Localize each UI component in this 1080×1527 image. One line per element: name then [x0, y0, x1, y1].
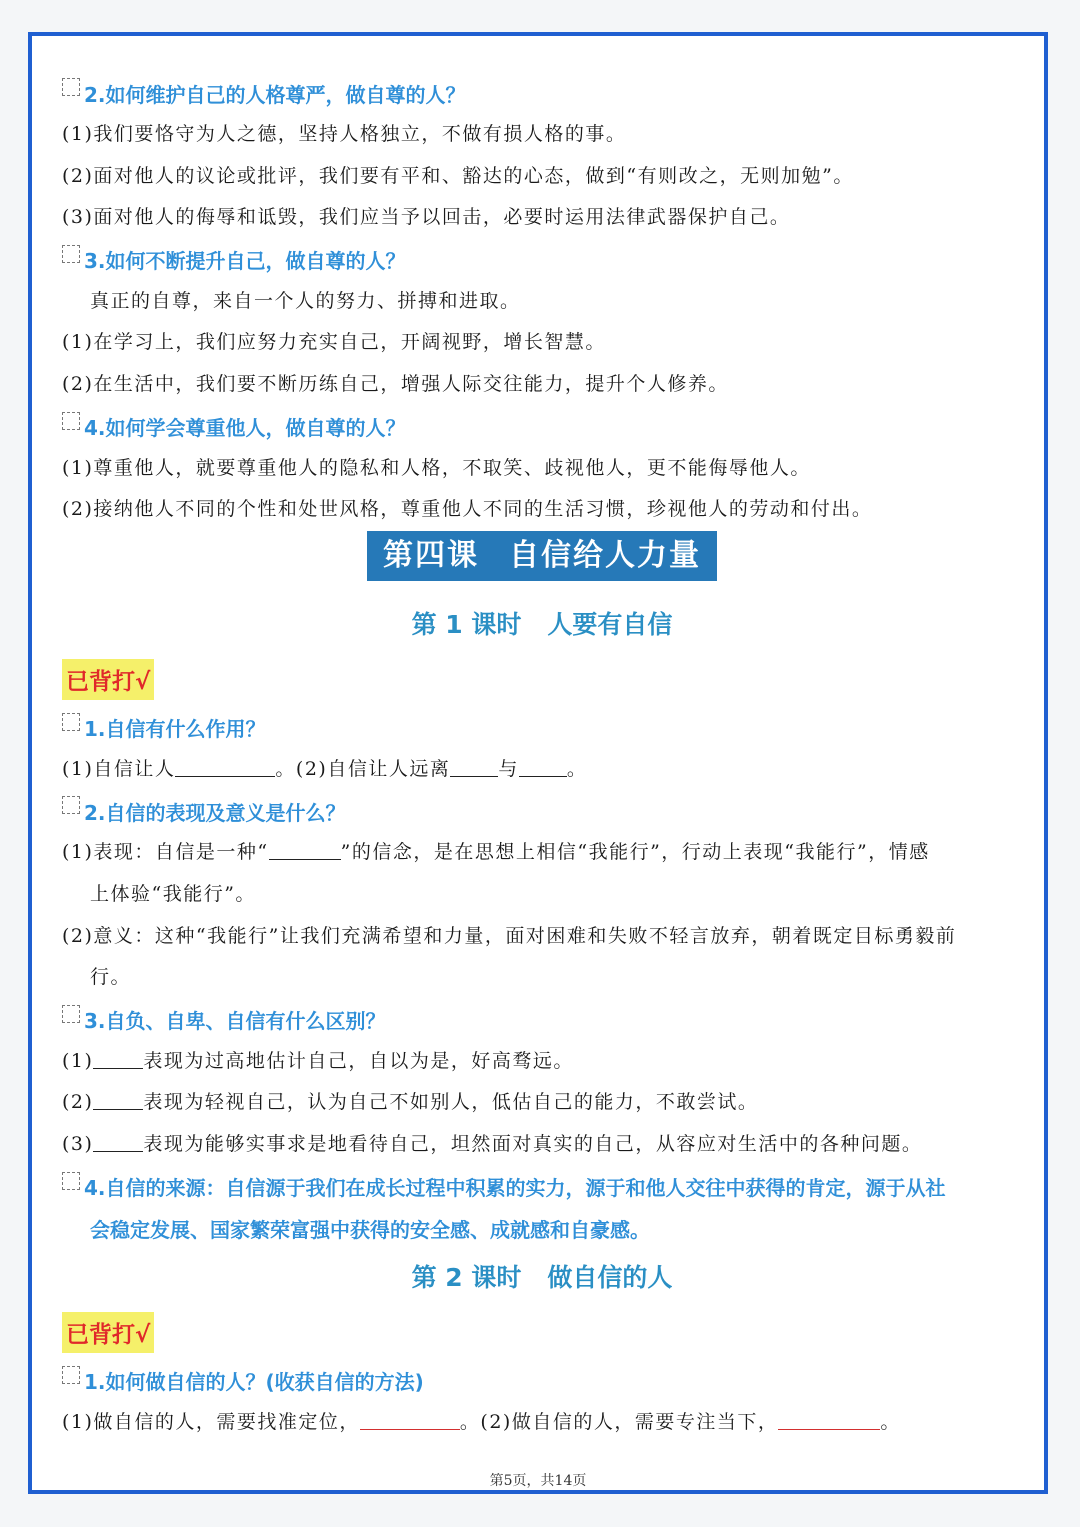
- answer-blank[interactable]: [778, 1409, 880, 1430]
- fill-line: (2) 表现为轻视自己，认为自己不如别人，低估自己的能力，不敢尝试。: [62, 1091, 759, 1114]
- checkbox-icon[interactable]: [62, 1005, 80, 1023]
- checkbox-icon[interactable]: [62, 796, 80, 814]
- checkbox-icon[interactable]: [62, 412, 80, 430]
- answer-blank[interactable]: [93, 1131, 143, 1152]
- question-heading: 1.自信有什么作用？: [62, 707, 1022, 749]
- text-line: (1)我们要恪守为人之德，坚持人格独立，不做有损人格的事。: [62, 123, 627, 145]
- fill-line: (3) 表现为能够实事求是地看待自己，坦然面对真实的自己，从容应对生活中的各种问题。: [62, 1132, 923, 1155]
- fill-line: (1)自信让人 。(2)自信让人远离 与 。: [62, 757, 588, 780]
- question-heading-cont: 会稳定发展、国家繁荣富强中获得的安全感、成就感和自豪感。: [90, 1218, 650, 1242]
- question-heading: 1.如何做自信的人？(收获自信的方法): [62, 1360, 1022, 1402]
- answer-blank[interactable]: [519, 756, 567, 777]
- lesson-title: 第四课 自信给人力量: [367, 531, 717, 581]
- answer-blank[interactable]: [360, 1409, 460, 1430]
- badge-row: [62, 1306, 1022, 1360]
- checkbox-icon[interactable]: [62, 78, 80, 96]
- text-line: (3)面对他人的侮辱和诋毁，我们应当予以回击，必要时运用法律武器保护自己。: [62, 206, 791, 229]
- period-title: 第 1 课时 人要有自信: [411, 609, 673, 639]
- question-heading: 3.自负、自卑、自信有什么区别？: [62, 999, 1022, 1041]
- memorized-badge[interactable]: 已背打√: [62, 659, 154, 700]
- answer-blank[interactable]: [175, 756, 275, 777]
- text-line: (1)尊重他人，就要尊重他人的隐私和人格，不取笑、歧视他人，更不能侮辱他人。: [62, 456, 811, 479]
- text-line: (2)在生活中，我们要不断历练自己，增强人际交往能力，提升个人修养。: [62, 372, 729, 395]
- period-title: 第 2 课时 做自信的人: [411, 1262, 673, 1292]
- question-heading: 4.如何学会尊重他人，做自尊的人？: [62, 406, 1022, 448]
- badge-row: [62, 653, 1022, 707]
- text-line: 行。: [90, 966, 132, 989]
- content: [62, 72, 1022, 1443]
- page: [28, 32, 1048, 1494]
- answer-blank[interactable]: [93, 1048, 143, 1069]
- checkbox-icon[interactable]: [62, 1366, 80, 1384]
- fill-line: (1) 表现为过高地估计自己，自以为是，好高骛远。: [62, 1049, 574, 1072]
- answer-blank[interactable]: [450, 756, 498, 777]
- lesson-header: [62, 531, 1022, 597]
- question-heading: 2.如何维护自己的人格尊严，做自尊的人？: [62, 72, 1022, 114]
- question-heading: 3.如何不断提升自己，做自尊的人？: [62, 239, 1022, 281]
- checkbox-icon[interactable]: [62, 713, 80, 731]
- text-line: (2)面对他人的议论或批评，我们要有平和、豁达的心态，做到“有则改之，无则加勉”。: [62, 164, 854, 187]
- text-line: (1)在学习上，我们应努力充实自己，开阔视野，增长智慧。: [62, 331, 606, 354]
- question-heading: 2.自信的表现及意义是什么？: [62, 790, 1022, 832]
- text-line: (2)意义：这种“我能行”让我们充满希望和力量，面对困难和失败不轻言放弃，朝着既定目标勇毅前: [62, 924, 957, 947]
- text-line: (2)接纳他人不同的个性和处世风格，尊重他人不同的生活习惯，珍视他人的劳动和付出。: [62, 498, 873, 521]
- text-line: 上体验“我能行”。: [90, 882, 256, 905]
- checkbox-icon[interactable]: [62, 245, 80, 263]
- page-number: 第5页，共14页: [489, 1473, 587, 1489]
- fill-line: (1)做自信的人，需要找准定位， 。(2)做自信的人，需要专注当下， 。: [62, 1410, 901, 1433]
- fill-line: (1)表现：自信是一种“ ”的信念，是在思想上相信“我能行”，行动上表现“我能行”，情感: [62, 841, 930, 864]
- question-heading: 4.自信的来源：自信源于我们在成长过程中积累的实力，源于和他人交往中获得的肯定，源于从社: [62, 1166, 1022, 1208]
- answer-blank[interactable]: [93, 1089, 143, 1110]
- checkbox-icon[interactable]: [62, 1172, 80, 1190]
- text-line: 真正的自尊，来自一个人的努力、拼搏和进取。: [90, 289, 521, 312]
- answer-blank[interactable]: [269, 839, 341, 860]
- memorized-badge[interactable]: 已背打√: [62, 1312, 154, 1353]
